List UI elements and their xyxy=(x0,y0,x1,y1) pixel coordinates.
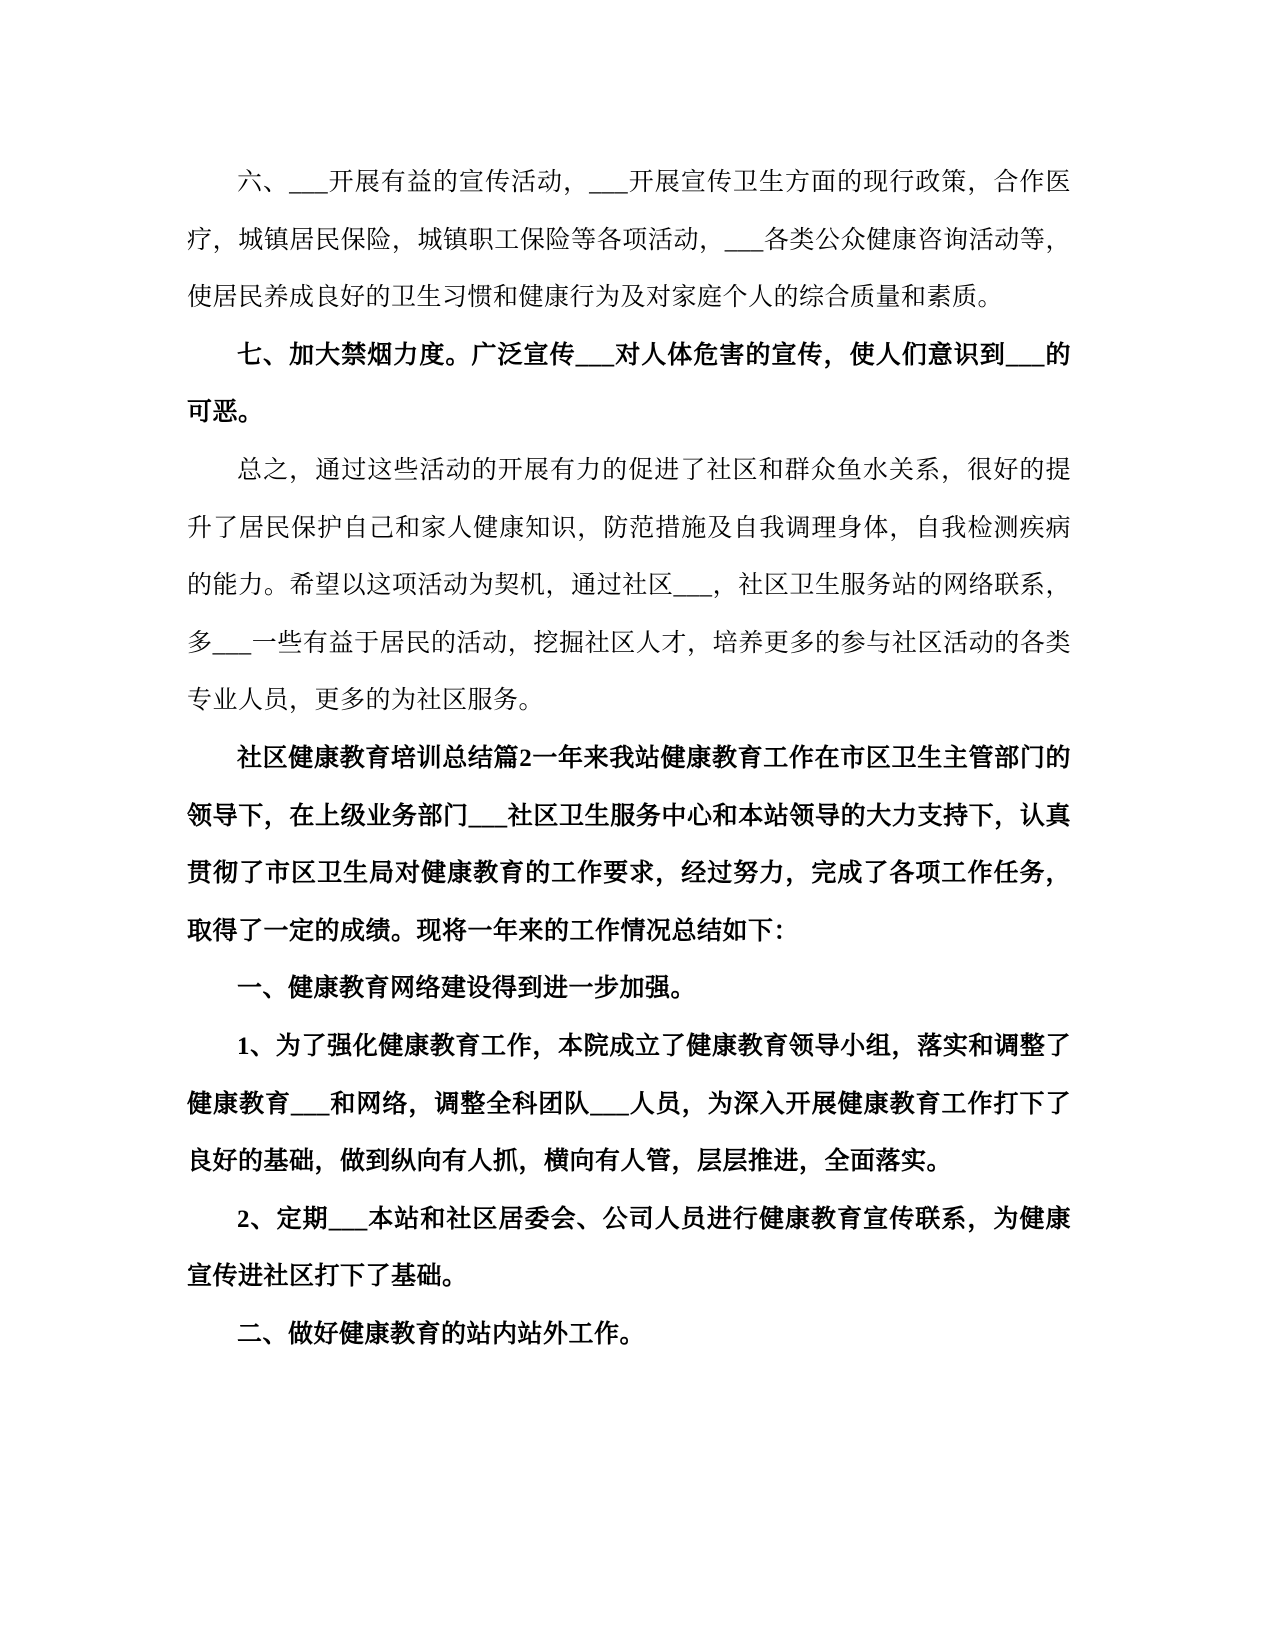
paragraph-3: 总之，通过这些活动的开展有力的促进了社区和群众鱼水关系，很好的提升了居民保护自己和家人健康知识，防范措施及自我调理身体，自我检测疾病的能力。希望以这项活动为契机，通过社区___，社区卫生服务站的网络联系，多___一些有益于居民的活动，挖掘社区人才，培养更多的参与社区活动的各类专业人员，更多的为社区服务。 xyxy=(187,456,1071,715)
paragraph-7: 2、定期___本站和社区居委会、公司人员进行健康教育宣传联系，为健康宣传进社区打下了基础。 xyxy=(187,1205,1071,1291)
paragraph-4: 社区健康教育培训总结篇2一年来我站健康教育工作在市区卫生主管部门的领导下，在上级业务部门___社区卫生服务中心和本站领导的大力支持下，认真贯彻了市区卫生局对健康教育的工作要求，经过努力，完成了各项工作任务，取得了一定的成绩。现将一年来的工作情况总结如下： xyxy=(187,744,1071,945)
paragraph-1: 六、___开展有益的宣传活动，___开展宣传卫生方面的现行政策，合作医疗，城镇居民保险，城镇职工保险等各项活动，___各类公众健康咨询活动等，使居民养成良好的卫生习惯和健康行为及对家庭个人的综合质量和素质。 xyxy=(187,169,1071,312)
document-body xyxy=(187,154,1071,1363)
paragraph-2: 七、加大禁烟力度。广泛宣传___对人体危害的宣传，使人们意识到___的可恶。 xyxy=(187,341,1071,427)
paragraph-5: 一、健康教育网络建设得到进一步加强。 xyxy=(237,975,697,1003)
paragraph-6: 1、为了强化健康教育工作，本院成立了健康教育领导小组，落实和调整了健康教育___和网络，调整全科团队___人员，为深入开展健康教育工作打下了良好的基础，做到纵向有人抓，横向有人管，层层推进，全面落实。 xyxy=(187,1032,1071,1176)
paragraph-8: 二、做好健康教育的站内站外工作。 xyxy=(237,1320,646,1348)
